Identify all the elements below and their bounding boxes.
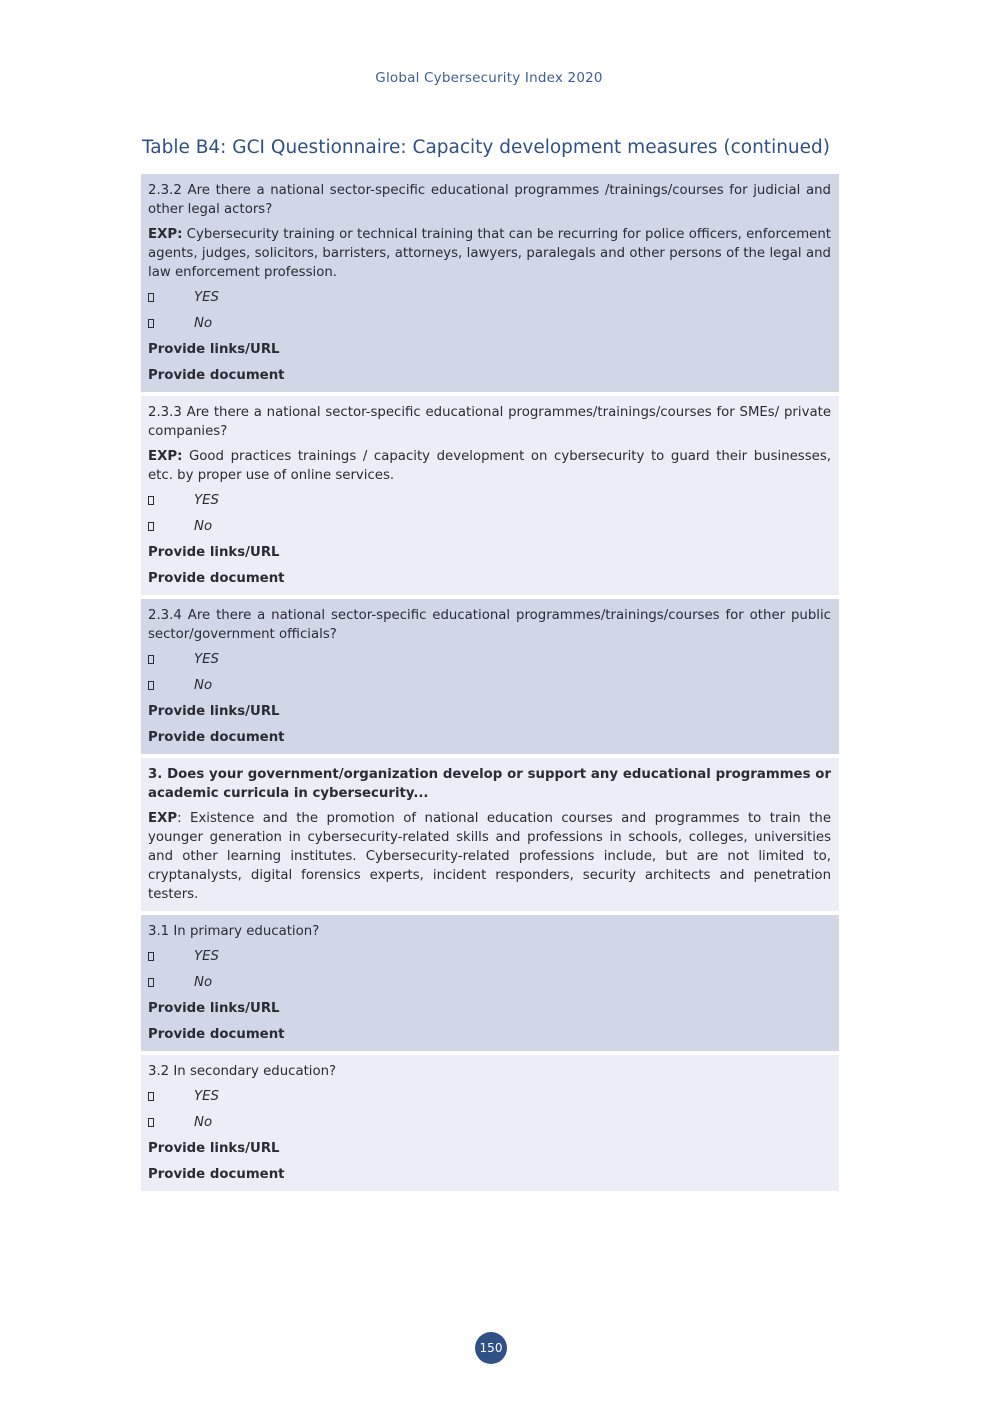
exp-text: : Existence and the promotion of national education courses and programmes to train the younger generation in cybersecurity-related skills and professions in schools, colleges, universities and other learning institutes. Cybersecurity-related professions include, but are not limited to, cryptanalysts, digital forensics experts, incident responders, security architects and penetration testers. (148, 811, 831, 902)
checkbox-icon[interactable] (148, 319, 154, 328)
checkbox-icon[interactable] (148, 496, 154, 505)
option-no (148, 1113, 831, 1132)
explanation (148, 225, 831, 282)
option-label: YES (194, 1089, 219, 1104)
provide-links-label: Provide links/URL (148, 704, 280, 719)
question-row-3-2 (141, 1055, 839, 1191)
checkbox-icon[interactable] (148, 655, 154, 664)
exp-label: EXP (148, 811, 178, 826)
question-row-3 (141, 758, 839, 911)
questionnaire-table (141, 174, 839, 1195)
question-row-3-1 (141, 915, 839, 1051)
provide-links-label: Provide links/URL (148, 1001, 280, 1016)
explanation (148, 809, 831, 904)
checkbox-icon[interactable] (148, 1118, 154, 1127)
option-no (148, 676, 831, 695)
option-yes (148, 650, 831, 669)
provide-document-label: Provide document (148, 1167, 285, 1182)
provide-document-label: Provide document (148, 571, 285, 586)
option-yes (148, 491, 831, 510)
checkbox-icon[interactable] (148, 681, 154, 690)
question-text: 3.1 In primary education? (148, 924, 320, 939)
question-row-2-3-4 (141, 599, 839, 754)
exp-text: Good practices trainings / capacity development on cybersecurity to guard their businesses, etc. by proper use of online services. (148, 449, 831, 483)
exp-text: Cybersecurity training or technical training that can be recurring for police officers, enforcement agents, judges, solicitors, barristers, attorneys, lawyers, paralegals and other persons of the legal and law enforcement profession. (148, 227, 831, 280)
provide-links-label: Provide links/URL (148, 545, 280, 560)
option-label: YES (194, 652, 219, 667)
question-row-2-3-2 (141, 174, 839, 392)
checkbox-icon[interactable] (148, 978, 154, 987)
question-text: 2.3.3 Are there a national sector-specific educational programmes/trainings/courses for SMEs/ private companies? (148, 405, 831, 439)
provide-links-label: Provide links/URL (148, 1141, 280, 1156)
exp-label: EXP: (148, 227, 183, 242)
question-text: 2.3.4 Are there a national sector-specific educational programmes/trainings/courses for other public sector/government officials? (148, 608, 831, 642)
question-text: 3. Does your government/organization develop or support any educational programmes or academic curricula in cybersecurity... (148, 767, 831, 801)
option-no (148, 314, 831, 333)
checkbox-icon[interactable] (148, 522, 154, 531)
checkbox-icon[interactable] (148, 1092, 154, 1101)
table-title: Table B4: GCI Questionnaire: Capacity development measures (continued) (142, 137, 830, 158)
question-row-2-3-3 (141, 396, 839, 595)
option-label: YES (194, 290, 219, 305)
option-label: No (194, 519, 213, 534)
option-yes (148, 288, 831, 307)
provide-document-label: Provide document (148, 368, 285, 383)
option-label: No (194, 975, 213, 990)
option-yes (148, 1087, 831, 1106)
option-label: No (194, 1115, 213, 1130)
option-label: YES (194, 493, 219, 508)
option-label: No (194, 316, 213, 331)
provide-links-label: Provide links/URL (148, 342, 280, 357)
checkbox-icon[interactable] (148, 952, 154, 961)
provide-document-label: Provide document (148, 1027, 285, 1042)
option-no (148, 973, 831, 992)
page-number-badge: 150 (475, 1332, 507, 1364)
checkbox-icon[interactable] (148, 293, 154, 302)
exp-label: EXP: (148, 449, 183, 464)
option-label: No (194, 678, 213, 693)
running-header: Global Cybersecurity Index 2020 (375, 70, 603, 86)
question-text: 3.2 In secondary education? (148, 1064, 337, 1079)
explanation (148, 447, 831, 485)
question-text: 2.3.2 Are there a national sector-specific educational programmes /trainings/courses for judicial and other legal actors? (148, 183, 831, 217)
option-label: YES (194, 949, 219, 964)
option-yes (148, 947, 831, 966)
provide-document-label: Provide document (148, 730, 285, 745)
option-no (148, 517, 831, 536)
